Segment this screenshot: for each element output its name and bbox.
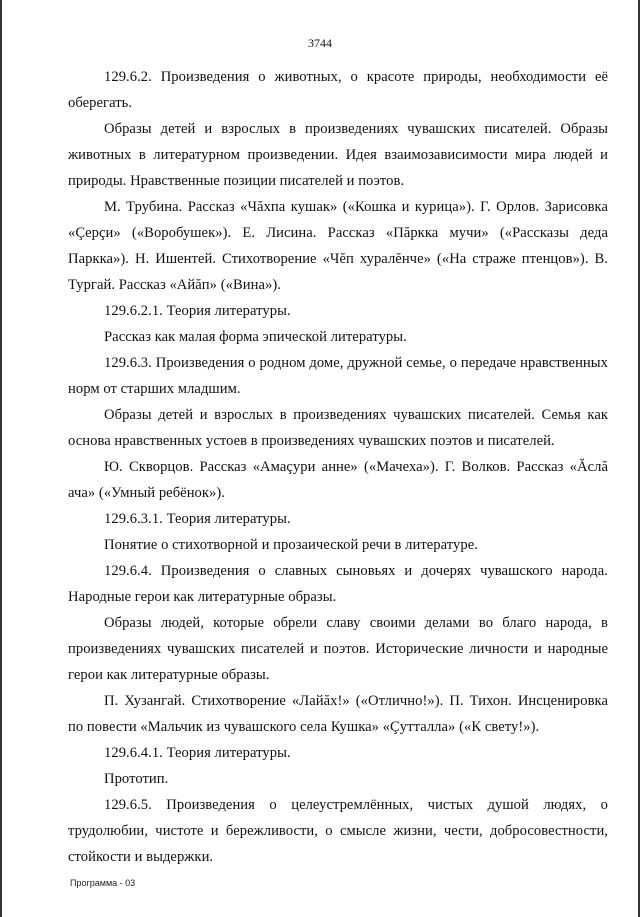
- paragraph-section-129-6-5: 129.6.5. Произведения о целеустремлённых, чистых душой людях, о трудолюбии, чистоте и бережливости, о смысле жизни, чести, добросовестности, стойкости и выдержки.: [68, 797, 608, 865]
- paragraph-section-129-6-4: 129.6.4. Произведения о славных сыновьях и дочерях чувашского народа. Народные герои как литературные образы.: [68, 563, 608, 605]
- paragraph-text: Образы детей и взрослых в произведениях чувашских писателей. Образы животных в литературном произведении. Идея взаимозависимости мира людей и природы. Нравственные позиции писателей и поэтов.: [68, 121, 608, 189]
- paragraph-section-129-6-2-1: 129.6.2.1. Теория литературы.: [104, 303, 291, 319]
- paragraph-text: Образы детей и взрослых в произведениях чувашских писателей. Семья как основа нравственных устоев в произведениях чувашских поэтов и писателей.: [68, 407, 608, 449]
- page-number: 3744: [308, 36, 332, 50]
- document-body: [68, 64, 608, 870]
- paragraph-text: Понятие о стихотворной и прозаической речи в литературе.: [104, 537, 478, 553]
- footer-label: Программа - 03: [70, 878, 136, 888]
- paragraph-section-129-6-4-1: 129.6.4.1. Теория литературы.: [104, 745, 291, 761]
- paragraph-works-list: М. Трубина. Рассказ «Чăхпа кушак» («Кошка и курица»). Г. Орлов. Зарисовка «Çерçи» («Воробушек»). Е. Лисина. Рассказ «Пăркка мучи» («Рассказы деда Паркка»). Н. Ишентей. Стихотворение «Чĕп хуралĕнче» («На страже птенцов»). В. Тургай. Рассказ «Айăп» («Вина»).: [68, 199, 608, 293]
- paragraph-section-129-6-3-1: 129.6.3.1. Теория литературы.: [104, 511, 291, 527]
- paragraph-section-129-6-3: 129.6.3. Произведения о родном доме, дружной семье, о передаче нравственных норм от старших младшим.: [68, 355, 608, 397]
- paragraph-section-129-6-2: 129.6.2. Произведения о животных, о красоте природы, необходимости её оберегать.: [68, 69, 608, 111]
- paragraph-text: Рассказ как малая форма эпической литературы.: [104, 329, 407, 345]
- paragraph-text: Образы людей, которые обрели славу своими делами во благо народа, в произведениях чувашских писателей и поэтов. Исторические личности и народные герои как литературные образы.: [68, 615, 608, 683]
- paragraph-works-list: П. Хузангай. Стихотворение «Лайăх!» («Отлично!»). П. Тихон. Инсценировка по повести «Мальчик из чувашского села Кушка» «Çутталла» («К свету!»).: [68, 693, 608, 735]
- paragraph-works-list: Ю. Скворцов. Рассказ «Амаçури анне» («Мачеха»). Г. Волков. Рассказ «Ăслă ача» («Умный ребёнок»).: [68, 459, 608, 501]
- paragraph-text: Прототип.: [104, 771, 169, 787]
